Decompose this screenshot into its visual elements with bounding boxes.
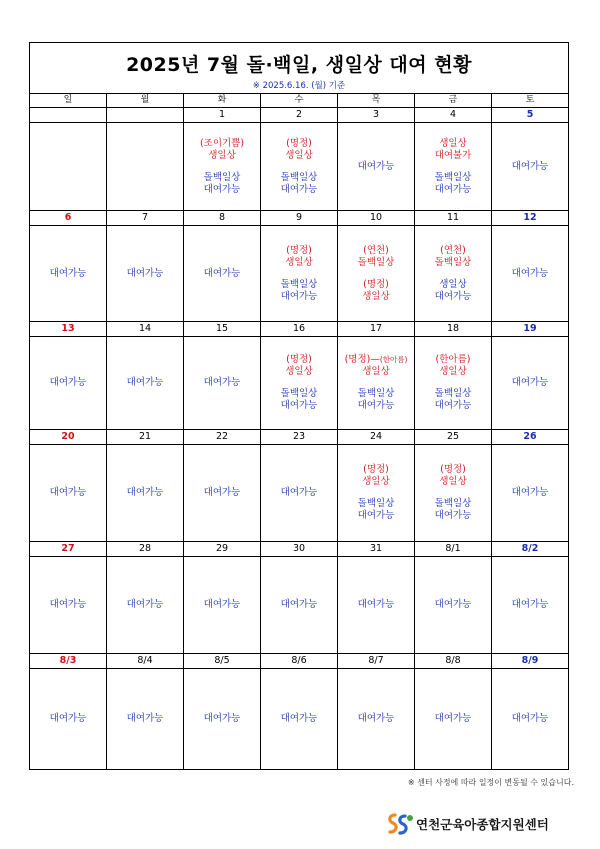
date-number-fri: 25 xyxy=(415,430,492,445)
status-row xyxy=(30,445,569,542)
date-number-mon: 28 xyxy=(107,542,184,557)
cell-text: 대여가능 xyxy=(434,400,472,411)
cell-text: 생일상 xyxy=(362,290,390,302)
day-cell-tue xyxy=(184,337,261,430)
weekday-fri: 금 xyxy=(415,94,492,108)
availability-label xyxy=(338,388,414,400)
cell-text: 대여가능 xyxy=(357,510,395,521)
cell-text: 대여가능 xyxy=(280,183,318,195)
cell-text: 대여가능 xyxy=(357,400,395,411)
cell-text: (명정) xyxy=(286,137,312,149)
booking-label xyxy=(415,257,491,269)
date-number-fri: 8/1 xyxy=(415,542,492,557)
date-number-tue: 1 xyxy=(184,108,261,123)
cell-text: 대여가능 xyxy=(511,160,549,172)
day-cell-fri xyxy=(415,669,492,770)
cell-text: 생일상 xyxy=(362,366,390,377)
day-cell-mon xyxy=(107,669,184,770)
spacer xyxy=(415,488,491,498)
weekday-sun: 일 xyxy=(30,94,107,108)
cell-text: 생일상 xyxy=(285,149,313,161)
date-row xyxy=(30,654,569,669)
center-name: 연천군육아종합지원센터 xyxy=(416,817,549,832)
spacer xyxy=(338,488,414,498)
cell-text: 대여가능 xyxy=(357,713,395,724)
booking-label xyxy=(338,257,414,269)
page-title: 2025년 7월 돌·백일, 생일상 대여 현황 xyxy=(126,54,472,76)
date-number-tue: 29 xyxy=(184,542,261,557)
availability-label xyxy=(338,400,414,412)
day-cell-wed xyxy=(261,123,338,211)
date-row xyxy=(30,108,569,123)
cell-text: 돌백일상 xyxy=(434,388,472,399)
weekday-wed: 수 xyxy=(261,94,338,108)
weekday-sat: 토 xyxy=(492,94,569,108)
availability-label xyxy=(261,279,337,291)
cell-text: 대여가능 xyxy=(357,160,395,172)
date-number-sat: 8/2 xyxy=(492,542,569,557)
status-row xyxy=(30,669,569,770)
cell-text: 생일상 xyxy=(439,137,467,149)
availability-label xyxy=(415,279,491,291)
date-row xyxy=(30,430,569,445)
date-number-tue: 22 xyxy=(184,430,261,445)
date-number-thu: 3 xyxy=(338,108,415,123)
cell-text: 돌백일상 xyxy=(357,256,395,268)
day-cell-thu xyxy=(338,123,415,211)
date-number-mon: 8/4 xyxy=(107,654,184,669)
availability-label xyxy=(107,599,183,611)
cell-extra-text: (한아름) xyxy=(379,355,408,364)
date-number-mon xyxy=(107,108,184,123)
cell-text: (한아름) xyxy=(435,354,471,365)
date-number-thu: 10 xyxy=(338,211,415,226)
availability-label xyxy=(184,377,260,389)
availability-label xyxy=(415,291,491,303)
day-cell-fri xyxy=(415,123,492,211)
booking-label xyxy=(184,138,260,150)
date-number-wed: 2 xyxy=(261,108,338,123)
cell-text: 돌백일상 xyxy=(357,388,395,399)
cell-text: 대여가능 xyxy=(49,377,87,388)
day-cell-wed xyxy=(261,669,338,770)
day-cell-mon xyxy=(107,445,184,542)
booking-label xyxy=(338,464,414,476)
booking-label xyxy=(261,138,337,150)
date-number-wed: 23 xyxy=(261,430,338,445)
availability-label xyxy=(184,268,260,280)
day-cell-mon xyxy=(107,226,184,322)
weekday-header-row xyxy=(30,94,569,108)
cell-text: 대여가능 xyxy=(434,599,472,610)
cell-text: 대여가능 xyxy=(203,267,241,279)
booking-label xyxy=(338,279,414,291)
schedule-change-footnote: ※ 센터 사정에 따라 일정이 변동될 수 있습니다. xyxy=(407,778,574,787)
date-row xyxy=(30,322,569,337)
availability-label xyxy=(261,713,337,725)
cell-text: 대여가능 xyxy=(434,510,472,521)
cell-text: 돌백일상 xyxy=(280,388,318,399)
cell-text: 생일상 xyxy=(439,366,467,377)
cell-text: (연천) xyxy=(440,244,466,256)
date-number-sun: 8/3 xyxy=(30,654,107,669)
availability-label xyxy=(184,172,260,184)
availability-label xyxy=(107,268,183,280)
cell-text: 대여가능 xyxy=(203,183,241,195)
availability-label xyxy=(30,377,106,389)
cell-text: 돌백일상 xyxy=(434,498,472,509)
day-cell-sat xyxy=(492,123,569,211)
date-number-mon: 7 xyxy=(107,211,184,226)
cell-text: 대여가능 xyxy=(49,713,87,724)
cell-text: 대여가능 xyxy=(126,713,164,724)
spacer xyxy=(338,378,414,388)
booking-label xyxy=(261,366,337,378)
day-cell-fri xyxy=(415,337,492,430)
date-number-sun: 6 xyxy=(30,211,107,226)
weekday-thu: 목 xyxy=(338,94,415,108)
cell-text: 대여가능 xyxy=(357,599,395,610)
availability-label xyxy=(415,713,491,725)
spacer xyxy=(261,269,337,279)
cell-text: (명정) xyxy=(363,278,389,290)
cell-text: 대여가능 xyxy=(511,487,549,498)
booking-label xyxy=(184,150,260,162)
availability-label xyxy=(338,713,414,725)
booking-label xyxy=(261,354,337,366)
weekday-mon: 월 xyxy=(107,94,184,108)
date-number-mon: 14 xyxy=(107,322,184,337)
cell-text: 대여가능 xyxy=(511,599,549,610)
day-cell-sat xyxy=(492,557,569,654)
dash-separator: — xyxy=(370,354,380,365)
cell-text: 대여가능 xyxy=(126,599,164,610)
day-cell-mon xyxy=(107,123,184,211)
booking-label xyxy=(338,366,414,378)
status-row xyxy=(30,226,569,322)
availability-label xyxy=(107,487,183,499)
cell-text: 대여가능 xyxy=(126,267,164,279)
booking-label xyxy=(415,150,491,162)
availability-label xyxy=(492,487,568,499)
availability-label xyxy=(338,510,414,522)
cell-text: 대여가능 xyxy=(203,377,241,388)
cell-text: (명정) xyxy=(363,464,389,475)
date-row xyxy=(30,211,569,226)
availability-label xyxy=(415,184,491,196)
day-cell-thu xyxy=(338,669,415,770)
availability-label xyxy=(261,184,337,196)
day-cell-tue xyxy=(184,445,261,542)
day-cell-thu xyxy=(338,226,415,322)
date-row xyxy=(30,542,569,557)
day-cell-sun xyxy=(30,337,107,430)
date-number-sat: 12 xyxy=(492,211,569,226)
date-number-tue: 8 xyxy=(184,211,261,226)
cell-text: 돌백일상 xyxy=(434,256,472,268)
cell-text: 대여가능 xyxy=(511,713,549,724)
cell-text: 대여가능 xyxy=(511,377,549,388)
cell-text: 대여가능 xyxy=(434,183,472,195)
booking-label xyxy=(338,291,414,303)
date-number-wed: 9 xyxy=(261,211,338,226)
availability-label xyxy=(415,388,491,400)
day-cell-sun xyxy=(30,123,107,211)
availability-label xyxy=(338,498,414,510)
day-cell-wed xyxy=(261,557,338,654)
booking-label xyxy=(261,257,337,269)
availability-label xyxy=(261,291,337,303)
spacer xyxy=(415,378,491,388)
booking-label xyxy=(261,245,337,257)
day-cell-sun xyxy=(30,445,107,542)
cell-text: 생일상 xyxy=(208,149,236,161)
cell-text: 생일상 xyxy=(285,256,313,268)
cell-text: 대여가능 xyxy=(434,713,472,724)
day-cell-fri xyxy=(415,557,492,654)
cell-text: 대여가능 xyxy=(280,713,318,724)
cell-text: 대여가능 xyxy=(280,290,318,302)
booking-label xyxy=(415,138,491,150)
date-number-sat: 19 xyxy=(492,322,569,337)
day-cell-tue xyxy=(184,226,261,322)
cell-text: 돌백일상 xyxy=(434,171,472,183)
cell-text: 대여가능 xyxy=(126,377,164,388)
date-number-fri: 11 xyxy=(415,211,492,226)
spacer xyxy=(184,162,260,172)
day-cell-wed xyxy=(261,226,338,322)
day-cell-sat xyxy=(492,669,569,770)
cell-text: 돌백일상 xyxy=(203,171,241,183)
date-number-tue: 8/5 xyxy=(184,654,261,669)
day-cell-tue xyxy=(184,669,261,770)
booking-label xyxy=(338,476,414,488)
booking-label xyxy=(415,245,491,257)
date-number-thu: 17 xyxy=(338,322,415,337)
cell-text: 생일상 xyxy=(439,278,467,290)
booking-label xyxy=(415,366,491,378)
availability-label xyxy=(30,487,106,499)
cell-text: 대여가능 xyxy=(203,713,241,724)
date-number-wed: 8/6 xyxy=(261,654,338,669)
date-number-wed: 16 xyxy=(261,322,338,337)
day-cell-wed xyxy=(261,445,338,542)
availability-label xyxy=(338,599,414,611)
day-cell-sun xyxy=(30,226,107,322)
day-cell-tue xyxy=(184,557,261,654)
day-cell-mon xyxy=(107,337,184,430)
booking-label xyxy=(415,476,491,488)
availability-label xyxy=(415,510,491,522)
date-number-sun: 13 xyxy=(30,322,107,337)
availability-label xyxy=(492,713,568,725)
availability-label xyxy=(492,161,568,173)
availability-label xyxy=(30,713,106,725)
date-number-sat: 26 xyxy=(492,430,569,445)
day-cell-tue xyxy=(184,123,261,211)
date-number-wed: 30 xyxy=(261,542,338,557)
day-cell-fri xyxy=(415,445,492,542)
booking-label xyxy=(415,464,491,476)
cell-text: 대여가능 xyxy=(280,599,318,610)
cell-text: (조이기쁨) xyxy=(199,137,245,149)
date-number-sat: 8/9 xyxy=(492,654,569,669)
availability-label xyxy=(415,498,491,510)
reference-date-note: ※ 2025.6.16. (월) 기준 xyxy=(252,81,346,91)
weekday-tue: 화 xyxy=(184,94,261,108)
availability-label xyxy=(415,599,491,611)
day-cell-wed xyxy=(261,337,338,430)
day-cell-thu xyxy=(338,445,415,542)
availability-label xyxy=(338,161,414,173)
cell-text: 대여불가 xyxy=(434,149,472,161)
cell-text: (명정) xyxy=(344,354,371,365)
booking-label xyxy=(338,354,414,366)
booking-label xyxy=(338,245,414,257)
availability-label xyxy=(492,599,568,611)
availability-label xyxy=(184,184,260,196)
day-cell-sat xyxy=(492,226,569,322)
availability-label xyxy=(184,599,260,611)
date-number-sun: 27 xyxy=(30,542,107,557)
booking-label xyxy=(415,354,491,366)
rental-status-sheet xyxy=(29,42,569,770)
cell-text: 대여가능 xyxy=(434,290,472,302)
cell-text: 대여가능 xyxy=(49,487,87,498)
spacer xyxy=(338,269,414,279)
availability-label xyxy=(492,377,568,389)
cell-text: (명정) xyxy=(286,354,312,365)
availability-label xyxy=(261,400,337,412)
spacer xyxy=(415,269,491,279)
date-number-sun: 20 xyxy=(30,430,107,445)
spacer xyxy=(261,162,337,172)
day-cell-fri xyxy=(415,226,492,322)
spacer xyxy=(415,162,491,172)
spacer xyxy=(261,378,337,388)
availability-label xyxy=(30,599,106,611)
date-number-thu: 31 xyxy=(338,542,415,557)
date-number-fri: 4 xyxy=(415,108,492,123)
day-cell-thu xyxy=(338,557,415,654)
availability-label xyxy=(261,487,337,499)
cell-text: 생일상 xyxy=(362,476,390,487)
cell-text: (연천) xyxy=(363,244,389,256)
date-number-sat: 5 xyxy=(492,108,569,123)
availability-label xyxy=(261,172,337,184)
availability-label xyxy=(184,713,260,725)
cell-text: 대여가능 xyxy=(126,487,164,498)
day-cell-sun xyxy=(30,669,107,770)
availability-label xyxy=(107,713,183,725)
day-cell-sat xyxy=(492,337,569,430)
availability-label xyxy=(261,388,337,400)
availability-label xyxy=(261,599,337,611)
status-row xyxy=(30,123,569,211)
availability-label xyxy=(30,268,106,280)
day-cell-sat xyxy=(492,445,569,542)
availability-label xyxy=(415,172,491,184)
cell-text: 대여가능 xyxy=(49,599,87,610)
day-cell-mon xyxy=(107,557,184,654)
date-number-fri: 18 xyxy=(415,322,492,337)
cell-text: 대여가능 xyxy=(280,487,318,498)
day-cell-thu xyxy=(338,337,415,430)
title-box xyxy=(29,42,569,93)
availability-label xyxy=(184,487,260,499)
availability-label xyxy=(107,377,183,389)
cell-text: 생일상 xyxy=(439,476,467,487)
cell-text: 대여가능 xyxy=(280,400,318,411)
booking-label xyxy=(261,150,337,162)
availability-label xyxy=(492,268,568,280)
center-logo-icon xyxy=(385,812,415,836)
status-row xyxy=(30,557,569,654)
cell-text: 돌백일상 xyxy=(357,498,395,509)
cell-text: 돌백일상 xyxy=(280,278,318,290)
date-number-mon: 21 xyxy=(107,430,184,445)
center-logo xyxy=(385,812,585,836)
date-number-fri: 8/8 xyxy=(415,654,492,669)
cell-text: 대여가능 xyxy=(203,487,241,498)
cell-text: 돌백일상 xyxy=(280,171,318,183)
date-number-thu: 24 xyxy=(338,430,415,445)
calendar-table xyxy=(29,93,569,770)
date-number-thu: 8/7 xyxy=(338,654,415,669)
cell-text: 대여가능 xyxy=(49,267,87,279)
day-cell-sun xyxy=(30,557,107,654)
cell-text: 대여가능 xyxy=(511,267,549,279)
date-number-tue: 15 xyxy=(184,322,261,337)
cell-text: 생일상 xyxy=(285,366,313,377)
date-number-sun xyxy=(30,108,107,123)
cell-text: 대여가능 xyxy=(203,599,241,610)
cell-text: (명정) xyxy=(286,244,312,256)
cell-text: (명정) xyxy=(440,464,466,475)
status-row xyxy=(30,337,569,430)
availability-label xyxy=(415,400,491,412)
